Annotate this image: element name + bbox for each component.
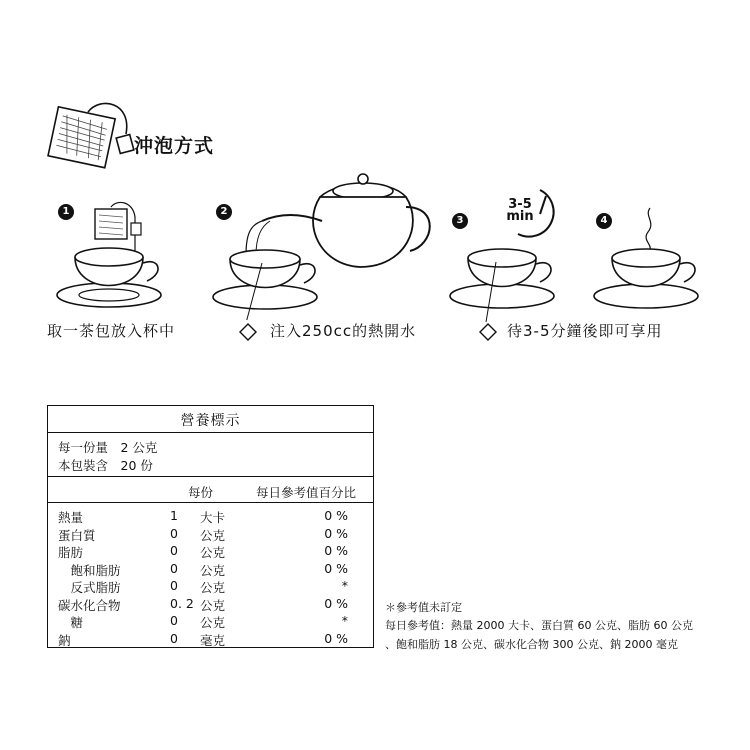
footnote: ＊參考值未訂定: [385, 601, 462, 614]
daily-reference-note-cont: 、飽和脂肪 18 公克、碳水化合物 300 公克、鈉 2000 毫克: [385, 638, 678, 651]
nutrient-unit: 公克: [200, 597, 226, 613]
nutrient-amount: 0: [170, 613, 178, 628]
column-header-per-serving: 每份: [188, 485, 214, 500]
nutrient-unit: 公克: [200, 562, 226, 578]
nutrient-label: 熱量: [58, 510, 84, 525]
nutrient-amount: 0: [170, 560, 178, 576]
nutrient-label: 碳水化合物: [58, 597, 121, 613]
step-4-badge: 4: [596, 213, 612, 229]
timer-label: [506, 199, 534, 223]
step-1-cup-illustration: [55, 195, 175, 315]
timer-bottom-text: min: [506, 209, 534, 224]
nutrient-unit: 公克: [200, 615, 226, 630]
nutrient-amount: 0: [170, 525, 178, 541]
nutrient-unit: 大卡: [200, 510, 226, 525]
nutrient-amount: 0. 2: [170, 595, 194, 611]
nutrient-label: 反式脂肪: [58, 580, 121, 595]
servings-per-package: 本包裝含 20 份: [58, 458, 153, 473]
step-2-badge: 2: [216, 204, 232, 220]
step-3-badge: 3: [452, 213, 468, 229]
step-3-caption: 待3-5分鐘後即可享用: [507, 322, 663, 340]
nutrient-label: 鈉: [58, 632, 71, 648]
step-2-caption: 注入250cc的熱開水: [270, 322, 417, 340]
divider: [48, 432, 373, 433]
nutrition-table: [47, 405, 374, 648]
nutrition-title: 營養標示: [180, 413, 241, 429]
page-title: 沖泡方式: [134, 135, 215, 157]
nutrient-daily-value: 0 %: [324, 543, 348, 558]
nutrient-unit: 毫克: [200, 632, 226, 648]
nutrient-daily-value: 0 %: [324, 560, 348, 576]
divider: [48, 502, 373, 503]
nutrient-amount: 0: [170, 630, 178, 646]
step-4-cup-illustration: [590, 200, 710, 310]
divider: [48, 476, 373, 477]
nutrient-daily-value: *: [341, 613, 348, 628]
nutrient-unit: 公克: [200, 580, 226, 595]
nutrient-daily-value: 0 %: [324, 508, 348, 523]
nutrient-label: 蛋白質: [58, 527, 96, 543]
nutrient-label: 糖: [58, 615, 84, 630]
nutrient-amount: 0: [170, 578, 178, 593]
column-header-daily-value: 每日參考值百分比: [256, 485, 357, 500]
serving-size: 每一份量 2 公克: [58, 440, 158, 455]
step-2-teapot-illustration: [210, 155, 440, 320]
tea-bag-icon: [40, 100, 140, 180]
step-1-caption: 取一茶包放入杯中: [47, 322, 176, 340]
tag-diamond-icon: [478, 322, 498, 342]
nutrient-amount: 1: [170, 508, 178, 523]
nutrient-daily-value: 0 %: [324, 525, 348, 541]
nutrient-amount: 0: [170, 543, 178, 558]
nutrient-label: 飽和脂肪: [58, 562, 121, 578]
nutrient-label: 脂肪: [58, 545, 84, 560]
timer-top-text: 3-5: [508, 197, 532, 212]
daily-reference-note: 每日參考值：熱量 2000 大卡、蛋白質 60 公克、脂肪 60 公克: [385, 619, 693, 632]
nutrient-daily-value: 0 %: [324, 630, 348, 646]
nutrient-daily-value: 0 %: [324, 595, 348, 611]
nutrient-daily-value: *: [341, 578, 348, 593]
tag-diamond-icon: [238, 322, 258, 342]
nutrient-unit: 公克: [200, 545, 226, 560]
step-1-badge: 1: [58, 204, 74, 220]
nutrient-unit: 公克: [200, 527, 226, 543]
